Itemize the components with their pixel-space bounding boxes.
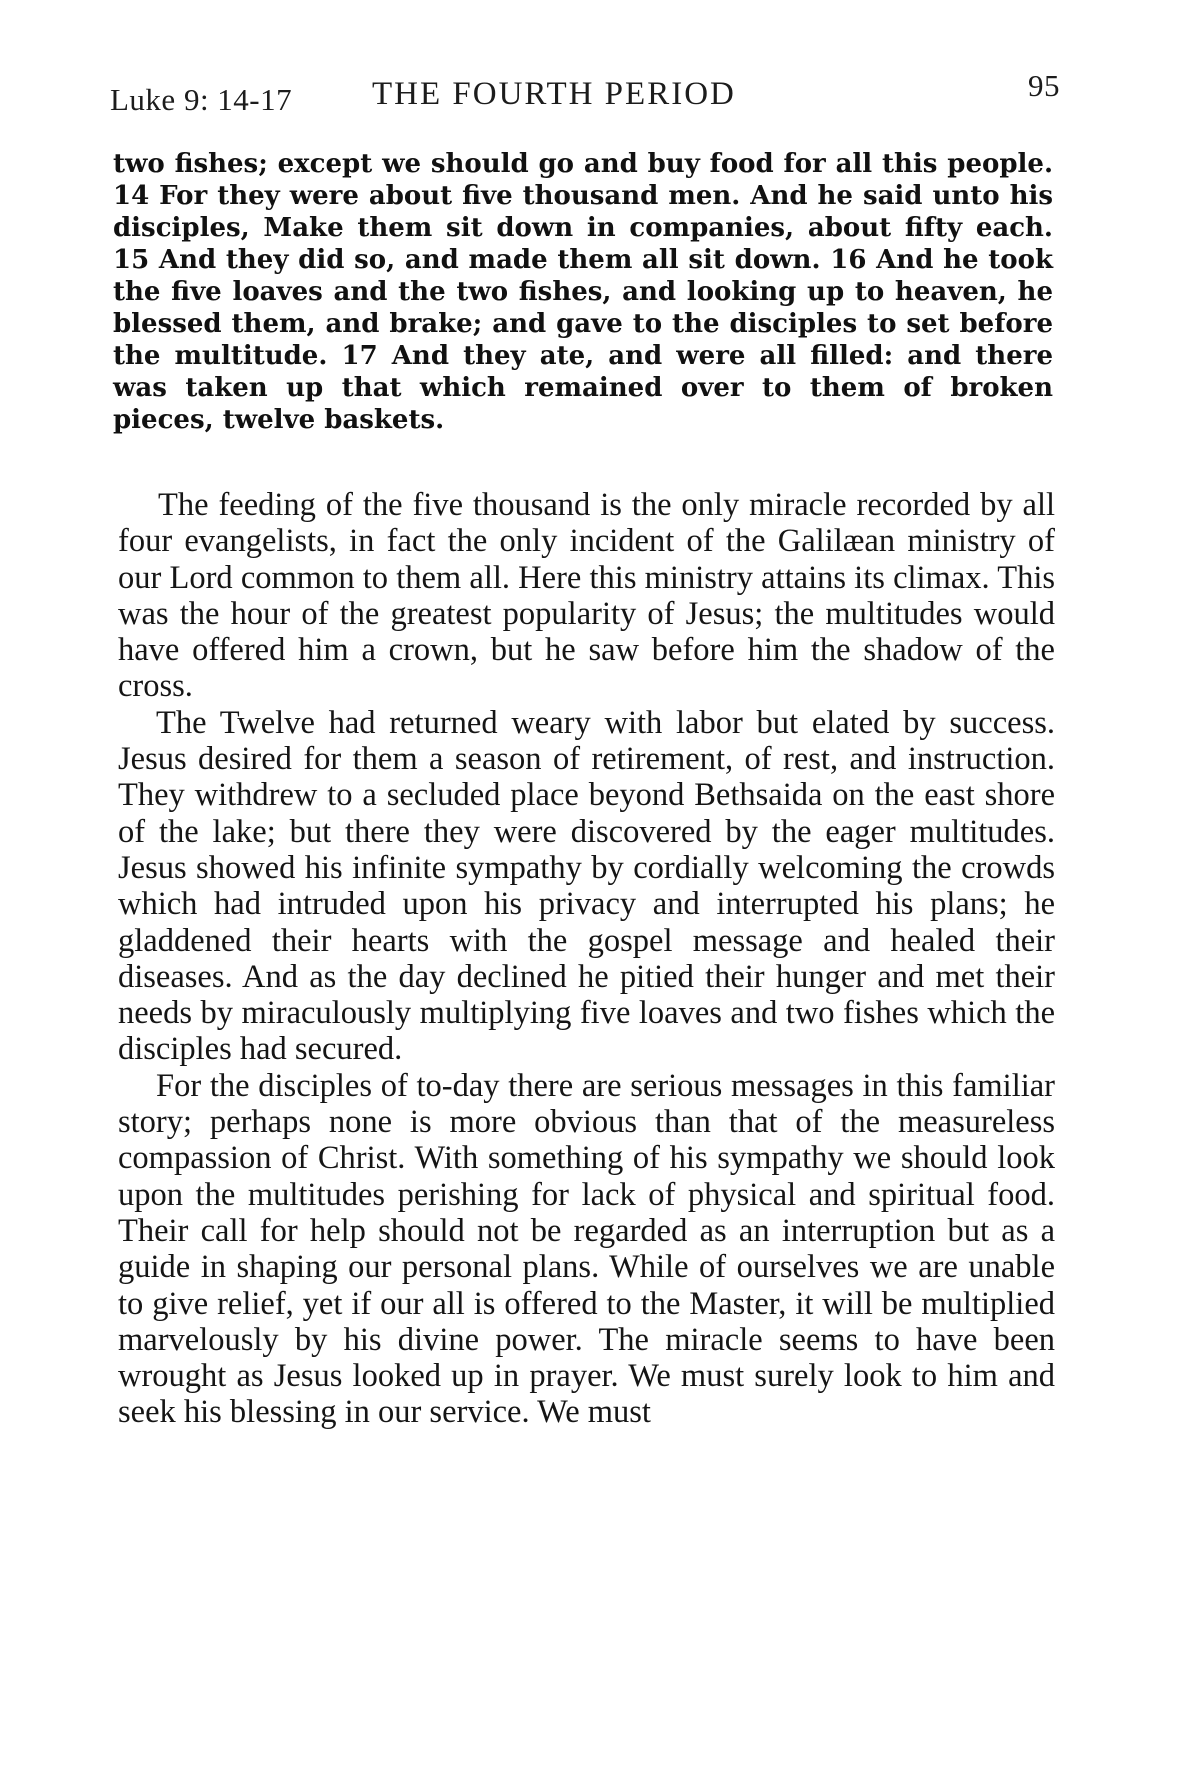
page-number: 95 bbox=[1028, 68, 1060, 103]
commentary-paragraph-1: The feeding of the five thousand is the only miracle recorded by all four evangelists, in fact the only incident of the Galilæan ministry of our Lord common to them all. Here this ministry attains its climax. This was the hour of the greatest popularity of Jesus; the multitudes would have offered him a crown, but he saw before him the shadow of the cross. bbox=[118, 487, 1055, 705]
scripture-passage: two fishes; except we should go and buy food for all this people. 14 For they were about five thousand men. And he said unto his disciples, Make them sit down in companies, about fifty each. 15 And they did so, and made them all sit down. 16 And he took the five loaves and the two fishes, and looking up to heaven, he blessed them, and brake; and gave to the disciples to set before the multitude. 17 And they ate, and were all filled: and there was taken up that which remained over to them of broken pieces, twelve baskets. bbox=[113, 149, 1053, 435]
commentary-paragraph-2: The Twelve had returned weary with labor but elated by success. Jesus desired for them a season of retirement, of rest, and instruction. They withdrew to a secluded place beyond Bethsaida on the east shore of the lake; but there they were discovered by the eager multitudes. Jesus showed his infinite sympathy by cordially welcoming the crowds which had intruded upon his privacy and interrupted his plans; he gladdened their hearts with the gospel message and healed their diseases. And as the day declined he pitied their hunger and met their needs by miraculously multiplying five loaves and two fishes which the disciples had secured. bbox=[118, 704, 1055, 1068]
running-head bbox=[110, 68, 1060, 118]
commentary-text bbox=[118, 487, 1055, 1431]
period-title: THE FOURTH PERIOD bbox=[372, 76, 736, 112]
chapter-reference: Luke 9: 14-17 bbox=[110, 82, 293, 117]
commentary-paragraph-3: For the disciples of to-day there are serious messages in this familiar story; perhaps none is more obvious than that of the measureless compassion of Christ. With something of his sympathy we should look upon the multitudes perishing for lack of physical and spiritual food. Their call for help should not be regarded as an interruption but as a guide in shaping our personal plans. While of ourselves we are unable to give relief, yet if our all is offered to the Master, it will be multiplied marvelously by his divine power. The miracle seems to have been wrought as Jesus looked up in prayer. We must surely look to him and seek his blessing in our service. We must bbox=[118, 1067, 1055, 1431]
